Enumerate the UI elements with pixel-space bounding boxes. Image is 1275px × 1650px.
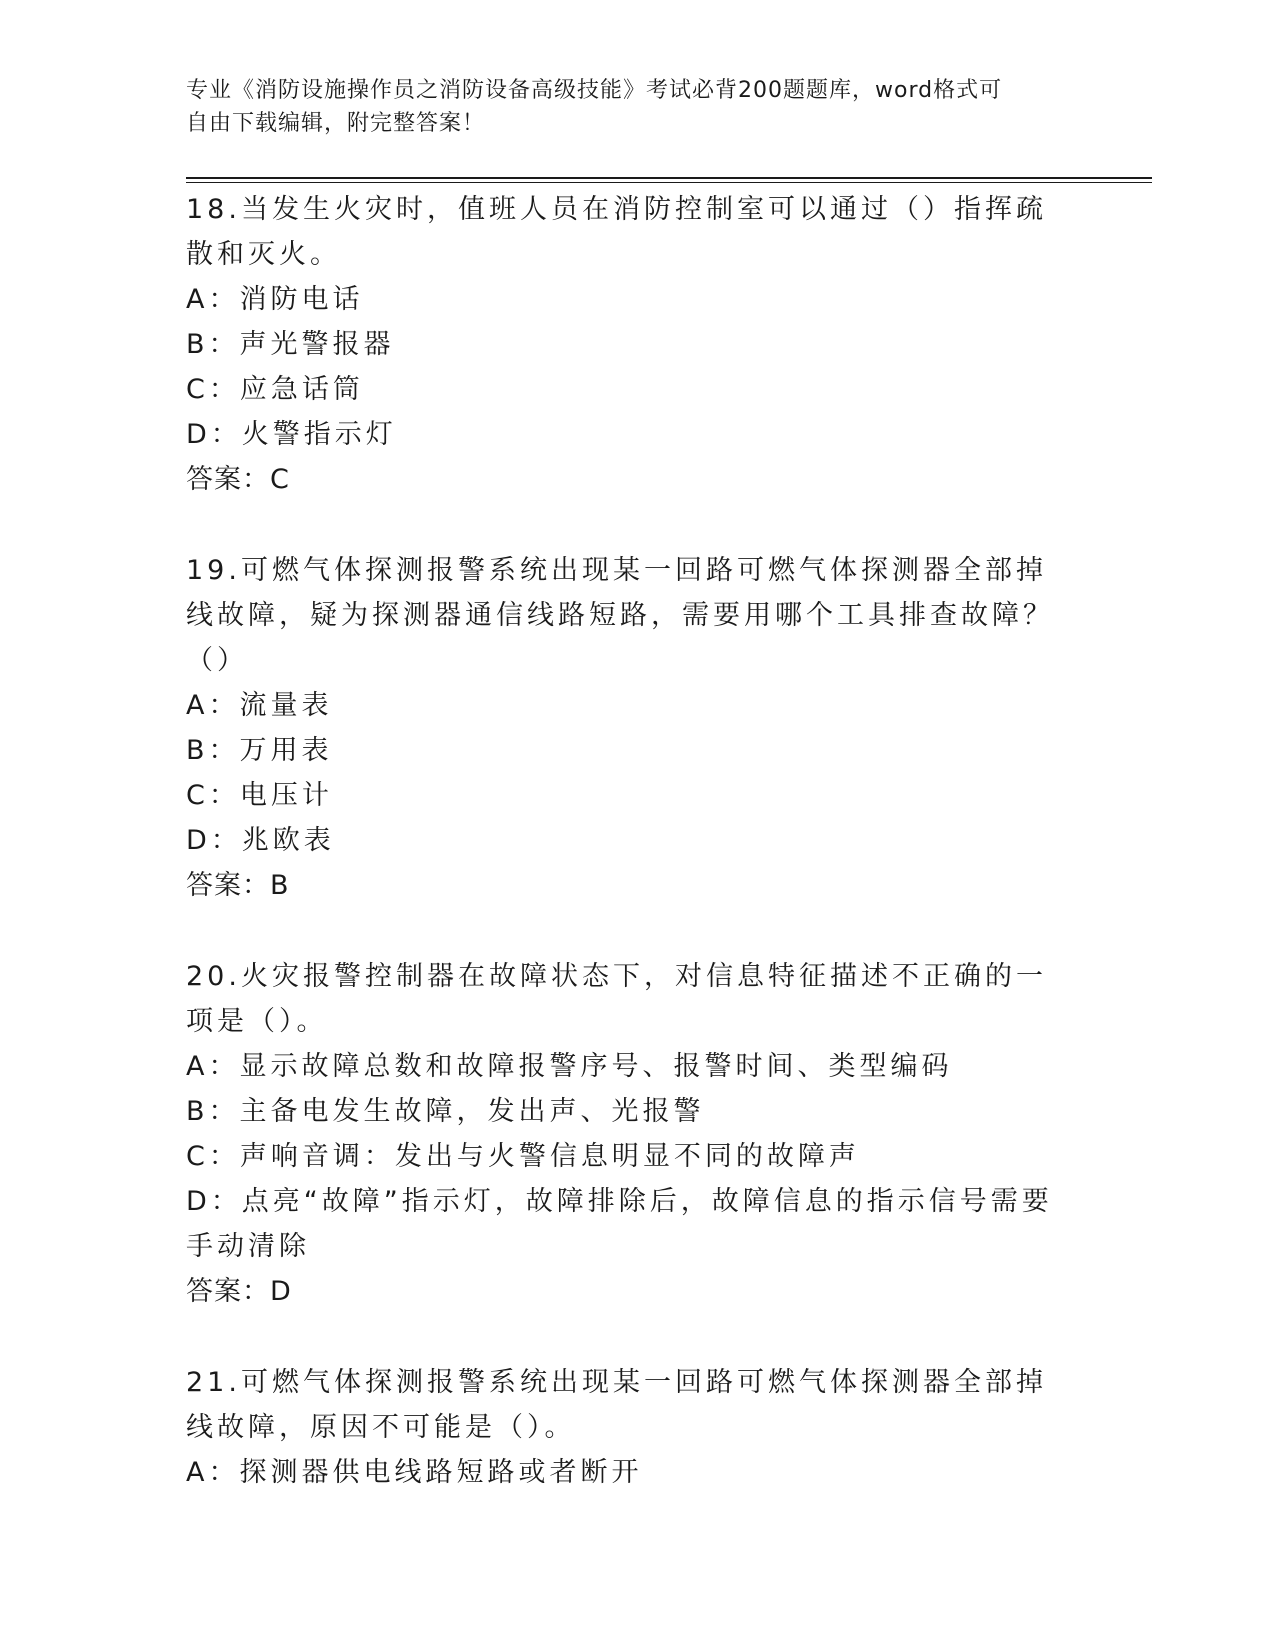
header-line-1: 专业《消防设施操作员之消防设备高级技能》考试必背200题题库，word格式可 bbox=[186, 78, 1003, 103]
header-divider-thin bbox=[186, 182, 1152, 183]
option-c: C：电压计 bbox=[186, 780, 333, 811]
header-divider-thick bbox=[186, 177, 1152, 179]
question-gap bbox=[186, 502, 1066, 548]
option-d: D：点亮“故障”指示灯，故障排除后，故障信息的指示信号需要手动清除 bbox=[186, 1186, 1053, 1262]
document-header bbox=[186, 74, 1066, 140]
answer-line: 答案：B bbox=[186, 870, 290, 901]
option-b: B：万用表 bbox=[186, 735, 333, 766]
option-c: C：声响音调：发出与火警信息明显不同的故障声 bbox=[186, 1141, 860, 1172]
header-line-2: 自由下载编辑，附完整答案！ bbox=[186, 111, 486, 136]
question-stem: 19.可燃气体探测报警系统出现某一回路可燃气体探测器全部掉线故障，疑为探测器通信线路短路，需要用哪个工具排查故障？（） bbox=[186, 555, 1054, 676]
question-19 bbox=[186, 548, 1066, 908]
question-gap bbox=[186, 908, 1066, 954]
question-18 bbox=[186, 187, 1066, 502]
option-a: A：显示故障总数和故障报警序号、报警时间、类型编码 bbox=[186, 1051, 953, 1082]
option-a: A：流量表 bbox=[186, 690, 333, 721]
option-d: D：兆欧表 bbox=[186, 825, 335, 856]
option-b: B：主备电发生故障，发出声、光报警 bbox=[186, 1096, 705, 1127]
question-list bbox=[186, 187, 1066, 1495]
question-gap bbox=[186, 1314, 1066, 1360]
option-a: A：探测器供电线路短路或者断开 bbox=[186, 1457, 643, 1488]
question-20 bbox=[186, 954, 1066, 1314]
option-a: A：消防电话 bbox=[186, 284, 364, 315]
question-21 bbox=[186, 1360, 1066, 1495]
question-stem: 18.当发生火灾时，值班人员在消防控制室可以通过（）指挥疏散和灭火。 bbox=[186, 194, 1047, 270]
question-stem: 21.可燃气体探测报警系统出现某一回路可燃气体探测器全部掉线故障，原因不可能是（）。 bbox=[186, 1367, 1047, 1443]
answer-line: 答案：D bbox=[186, 1276, 292, 1307]
option-d: D：火警指示灯 bbox=[186, 419, 397, 450]
option-c: C：应急话筒 bbox=[186, 374, 364, 405]
answer-line: 答案：C bbox=[186, 464, 290, 495]
question-stem: 20.火灾报警控制器在故障状态下，对信息特征描述不正确的一项是（）。 bbox=[186, 961, 1047, 1037]
option-b: B：声光警报器 bbox=[186, 329, 395, 360]
